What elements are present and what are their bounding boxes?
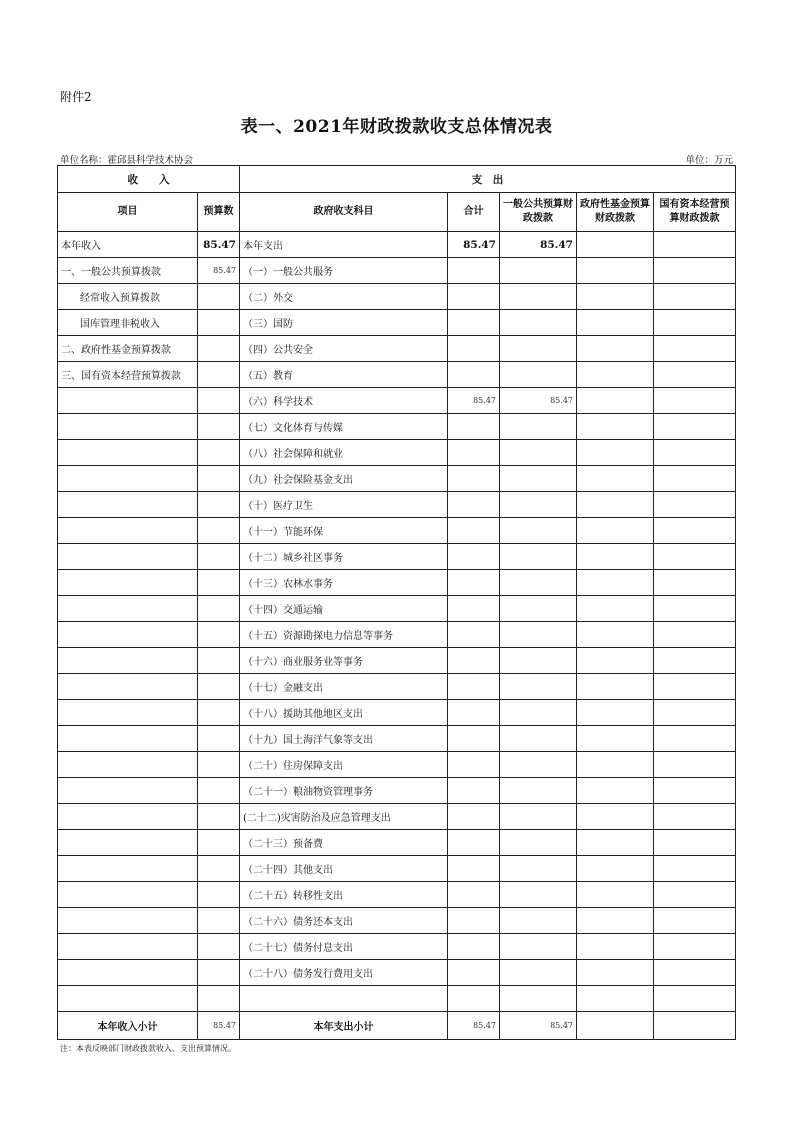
expense-total — [448, 856, 500, 882]
expense-subject: （三）国防 — [240, 310, 448, 336]
expense-general — [500, 804, 577, 830]
income-item — [58, 830, 198, 856]
expense-total — [448, 752, 500, 778]
expense-state — [654, 934, 736, 960]
expense-state — [654, 570, 736, 596]
expense-total — [448, 414, 500, 440]
table-row — [58, 284, 736, 310]
expense-total — [448, 570, 500, 596]
income-item — [58, 726, 198, 752]
expense-fund — [577, 518, 654, 544]
expense-state — [654, 362, 736, 388]
expense-total — [448, 622, 500, 648]
expense-total: 85.47 — [448, 388, 500, 414]
expense-subject: （十一）节能环保 — [240, 518, 448, 544]
income-value — [198, 856, 240, 882]
income-value — [198, 804, 240, 830]
expense-subject: （二十八）债务发行费用支出 — [240, 960, 448, 986]
income-item — [58, 934, 198, 960]
expense-fund — [577, 726, 654, 752]
expense-state — [654, 960, 736, 986]
table-row — [58, 570, 736, 596]
expense-general — [500, 986, 577, 1012]
expense-fund — [577, 362, 654, 388]
income-item: 一、一般公共预算拨款 — [58, 258, 198, 284]
income-value — [198, 960, 240, 986]
expense-fund — [577, 986, 654, 1012]
expense-subject: （七）文化体育与传媒 — [240, 414, 448, 440]
expense-general — [500, 648, 577, 674]
expense-subject: （十四）交通运输 — [240, 596, 448, 622]
income-value — [198, 622, 240, 648]
summary-row — [58, 1012, 736, 1040]
expense-subject: （十七）金融支出 — [240, 674, 448, 700]
expense-general — [500, 882, 577, 908]
col-header-item: 项目 — [58, 193, 198, 232]
expense-total — [448, 700, 500, 726]
expense-fund — [577, 492, 654, 518]
expense-subject — [240, 986, 448, 1012]
expense-total — [448, 674, 500, 700]
col-header-fund: 政府性基金预算财政拨款 — [577, 193, 654, 232]
expense-general — [500, 362, 577, 388]
expense-fund — [577, 882, 654, 908]
expense-general — [500, 336, 577, 362]
expense-general — [500, 674, 577, 700]
expense-subject: （六）科学技术 — [240, 388, 448, 414]
income-value — [198, 700, 240, 726]
income-value — [198, 726, 240, 752]
expense-state — [654, 700, 736, 726]
expense-state — [654, 388, 736, 414]
expense-total — [448, 908, 500, 934]
income-item — [58, 960, 198, 986]
income-value — [198, 778, 240, 804]
income-value — [198, 310, 240, 336]
income-value — [198, 648, 240, 674]
expense-total — [448, 934, 500, 960]
income-item — [58, 596, 198, 622]
expense-subject: （二十三）预备费 — [240, 830, 448, 856]
income-value — [198, 674, 240, 700]
expense-subject: （二十）住房保障支出 — [240, 752, 448, 778]
expense-state — [654, 310, 736, 336]
expense-subject: （十三）农林水事务 — [240, 570, 448, 596]
income-value — [198, 414, 240, 440]
expense-state — [654, 492, 736, 518]
expense-total — [448, 440, 500, 466]
expense-state — [654, 908, 736, 934]
table-row — [58, 960, 736, 986]
income-value — [198, 284, 240, 310]
expense-fund — [577, 934, 654, 960]
expense-fund — [577, 310, 654, 336]
expense-subject: （十六）商业服务业等事务 — [240, 648, 448, 674]
expense-total: 85.47 — [448, 232, 500, 258]
header-row-groups — [58, 166, 736, 193]
expense-fund — [577, 596, 654, 622]
expense-fund — [577, 440, 654, 466]
income-value — [198, 570, 240, 596]
expense-general — [500, 726, 577, 752]
expense-general — [500, 856, 577, 882]
expense-general — [500, 934, 577, 960]
table-row — [58, 830, 736, 856]
income-item: 二、政府性基金预算拨款 — [58, 336, 198, 362]
table-row — [58, 622, 736, 648]
income-item — [58, 492, 198, 518]
expense-total — [448, 544, 500, 570]
table-row — [58, 908, 736, 934]
income-item: 经常收入预算拨款 — [58, 284, 198, 310]
expense-fund — [577, 908, 654, 934]
expense-subtotal-label: 本年支出小计 — [240, 1012, 448, 1040]
table-row — [58, 752, 736, 778]
expense-subject: （二十六）债务还本支出 — [240, 908, 448, 934]
income-value — [198, 882, 240, 908]
attachment-label: 附件2 — [60, 90, 92, 104]
expense-subject: （二十五）转移性支出 — [240, 882, 448, 908]
income-value — [198, 440, 240, 466]
expense-state — [654, 752, 736, 778]
income-value — [198, 466, 240, 492]
expense-total — [448, 466, 500, 492]
table-row — [58, 700, 736, 726]
expense-fund — [577, 232, 654, 258]
expense-state — [654, 856, 736, 882]
expense-fund — [577, 674, 654, 700]
table-row — [58, 986, 736, 1012]
table-row — [58, 258, 736, 284]
expense-fund — [577, 960, 654, 986]
table-row — [58, 414, 736, 440]
expense-state — [654, 648, 736, 674]
expense-state — [654, 622, 736, 648]
income-item — [58, 908, 198, 934]
table-row — [58, 648, 736, 674]
expense-total — [448, 492, 500, 518]
expense-fund — [577, 830, 654, 856]
expense-total — [448, 258, 500, 284]
income-item — [58, 440, 198, 466]
expense-subtotal-state — [654, 1012, 736, 1040]
income-item — [58, 388, 198, 414]
expense-fund — [577, 336, 654, 362]
budget-table — [57, 165, 736, 1040]
expense-general: 85.47 — [500, 388, 577, 414]
expense-subject: （十）医疗卫生 — [240, 492, 448, 518]
expense-total — [448, 362, 500, 388]
expense-fund — [577, 258, 654, 284]
income-item: 国库管理非税收入 — [58, 310, 198, 336]
expense-fund — [577, 622, 654, 648]
expense-general — [500, 466, 577, 492]
income-value — [198, 492, 240, 518]
expense-subject: （九）社会保险基金支出 — [240, 466, 448, 492]
expense-state — [654, 258, 736, 284]
expense-general — [500, 830, 577, 856]
table-row — [58, 882, 736, 908]
expense-state — [654, 544, 736, 570]
expense-subtotal-fund — [577, 1012, 654, 1040]
table-row — [58, 466, 736, 492]
expense-subject: （二十一）粮油物资管理事务 — [240, 778, 448, 804]
income-subtotal-value: 85.47 — [198, 1012, 240, 1040]
income-item: 三、国有资本经营预算拨款 — [58, 362, 198, 388]
expense-fund — [577, 804, 654, 830]
expense-total — [448, 804, 500, 830]
table-row — [58, 492, 736, 518]
table-row — [58, 232, 736, 258]
income-value: 85.47 — [198, 232, 240, 258]
expense-group-header: 支 出 — [240, 166, 736, 193]
expense-total — [448, 778, 500, 804]
expense-state — [654, 518, 736, 544]
expense-general — [500, 518, 577, 544]
expense-total — [448, 986, 500, 1012]
expense-fund — [577, 648, 654, 674]
income-value — [198, 388, 240, 414]
expense-subject: (二十二)灾害防治及应急管理支出 — [240, 804, 448, 830]
expense-fund — [577, 700, 654, 726]
header-row-columns — [58, 193, 736, 232]
expense-general — [500, 414, 577, 440]
income-item: 本年收入 — [58, 232, 198, 258]
expense-total — [448, 336, 500, 362]
expense-fund — [577, 466, 654, 492]
expense-subject: （二十七）债务付息支出 — [240, 934, 448, 960]
expense-fund — [577, 752, 654, 778]
expense-subject: （八）社会保障和就业 — [240, 440, 448, 466]
expense-total — [448, 830, 500, 856]
table-row — [58, 336, 736, 362]
unit-label: 单位：万元 — [685, 155, 733, 166]
income-value: 85.47 — [198, 258, 240, 284]
expense-general — [500, 752, 577, 778]
expense-general — [500, 284, 577, 310]
expense-total — [448, 310, 500, 336]
income-item — [58, 466, 198, 492]
expense-general — [500, 960, 577, 986]
expense-total — [448, 648, 500, 674]
income-item — [58, 518, 198, 544]
expense-state — [654, 986, 736, 1012]
table-row — [58, 440, 736, 466]
expense-state — [654, 336, 736, 362]
income-item — [58, 752, 198, 778]
income-group-header: 收 入 — [58, 166, 240, 193]
expense-state — [654, 882, 736, 908]
expense-total — [448, 726, 500, 752]
expense-state — [654, 284, 736, 310]
expense-subject: （五）教育 — [240, 362, 448, 388]
expense-fund — [577, 388, 654, 414]
table-row — [58, 310, 736, 336]
expense-subject: （四）公共安全 — [240, 336, 448, 362]
income-value — [198, 830, 240, 856]
expense-general: 85.47 — [500, 232, 577, 258]
expense-state — [654, 778, 736, 804]
expense-state — [654, 804, 736, 830]
income-item — [58, 674, 198, 700]
income-value — [198, 934, 240, 960]
col-header-budget: 预算数 — [198, 193, 240, 232]
expense-state — [654, 674, 736, 700]
income-item — [58, 986, 198, 1012]
expense-fund — [577, 544, 654, 570]
expense-total — [448, 284, 500, 310]
expense-total — [448, 518, 500, 544]
col-header-general: 一般公共预算财政拨款 — [500, 193, 577, 232]
table-row — [58, 726, 736, 752]
expense-state — [654, 726, 736, 752]
expense-general — [500, 622, 577, 648]
expense-fund — [577, 856, 654, 882]
unit-name: 单位名称：霍邱县科学技术协会 — [60, 155, 194, 166]
income-value — [198, 596, 240, 622]
expense-state — [654, 440, 736, 466]
expense-subtotal-general: 85.47 — [500, 1012, 577, 1040]
expense-general — [500, 544, 577, 570]
expense-state — [654, 414, 736, 440]
col-header-state: 国有资本经营预算财政拨款 — [654, 193, 736, 232]
table-row — [58, 674, 736, 700]
expense-fund — [577, 570, 654, 596]
income-value — [198, 544, 240, 570]
income-subtotal-label: 本年收入小计 — [58, 1012, 198, 1040]
expense-general — [500, 596, 577, 622]
expense-general — [500, 778, 577, 804]
expense-fund — [577, 778, 654, 804]
expense-subject: 本年支出 — [240, 232, 448, 258]
income-value — [198, 908, 240, 934]
income-item — [58, 778, 198, 804]
expense-subject: （十九）国土海洋气象等支出 — [240, 726, 448, 752]
expense-state — [654, 830, 736, 856]
income-value — [198, 336, 240, 362]
expense-fund — [577, 414, 654, 440]
expense-total — [448, 596, 500, 622]
col-header-total: 合计 — [448, 193, 500, 232]
expense-subject: （一）一般公共服务 — [240, 258, 448, 284]
expense-general — [500, 258, 577, 284]
table-row — [58, 518, 736, 544]
table-row — [58, 596, 736, 622]
expense-subject: （二十四）其他支出 — [240, 856, 448, 882]
expense-general — [500, 310, 577, 336]
expense-general — [500, 700, 577, 726]
expense-total — [448, 960, 500, 986]
expense-state — [654, 596, 736, 622]
income-item — [58, 882, 198, 908]
expense-fund — [577, 284, 654, 310]
table-row — [58, 856, 736, 882]
expense-subject: （十二）城乡社区事务 — [240, 544, 448, 570]
expense-subject: （二）外交 — [240, 284, 448, 310]
footnote: 注：本表反映部门财政拨款收入、支出预算情况。 — [60, 1044, 236, 1053]
income-item — [58, 414, 198, 440]
table-row — [58, 362, 736, 388]
income-value — [198, 986, 240, 1012]
income-item — [58, 856, 198, 882]
col-header-subject: 政府收支科目 — [240, 193, 448, 232]
income-item — [58, 622, 198, 648]
expense-total — [448, 882, 500, 908]
income-item — [58, 570, 198, 596]
income-item — [58, 700, 198, 726]
expense-state — [654, 466, 736, 492]
expense-subtotal-total: 85.47 — [448, 1012, 500, 1040]
expense-general — [500, 908, 577, 934]
table-row — [58, 804, 736, 830]
page-title: 表一、2021年财政拨款收支总体情况表 — [240, 117, 553, 137]
table-row — [58, 934, 736, 960]
income-value — [198, 752, 240, 778]
expense-general — [500, 440, 577, 466]
expense-state — [654, 232, 736, 258]
table-row — [58, 778, 736, 804]
income-item — [58, 544, 198, 570]
expense-general — [500, 570, 577, 596]
expense-general — [500, 492, 577, 518]
income-item — [58, 648, 198, 674]
table-row — [58, 388, 736, 414]
income-value — [198, 518, 240, 544]
table-row — [58, 544, 736, 570]
income-value — [198, 362, 240, 388]
expense-subject: （十八）援助其他地区支出 — [240, 700, 448, 726]
expense-subject: （十五）资源勘探电力信息等事务 — [240, 622, 448, 648]
income-item — [58, 804, 198, 830]
